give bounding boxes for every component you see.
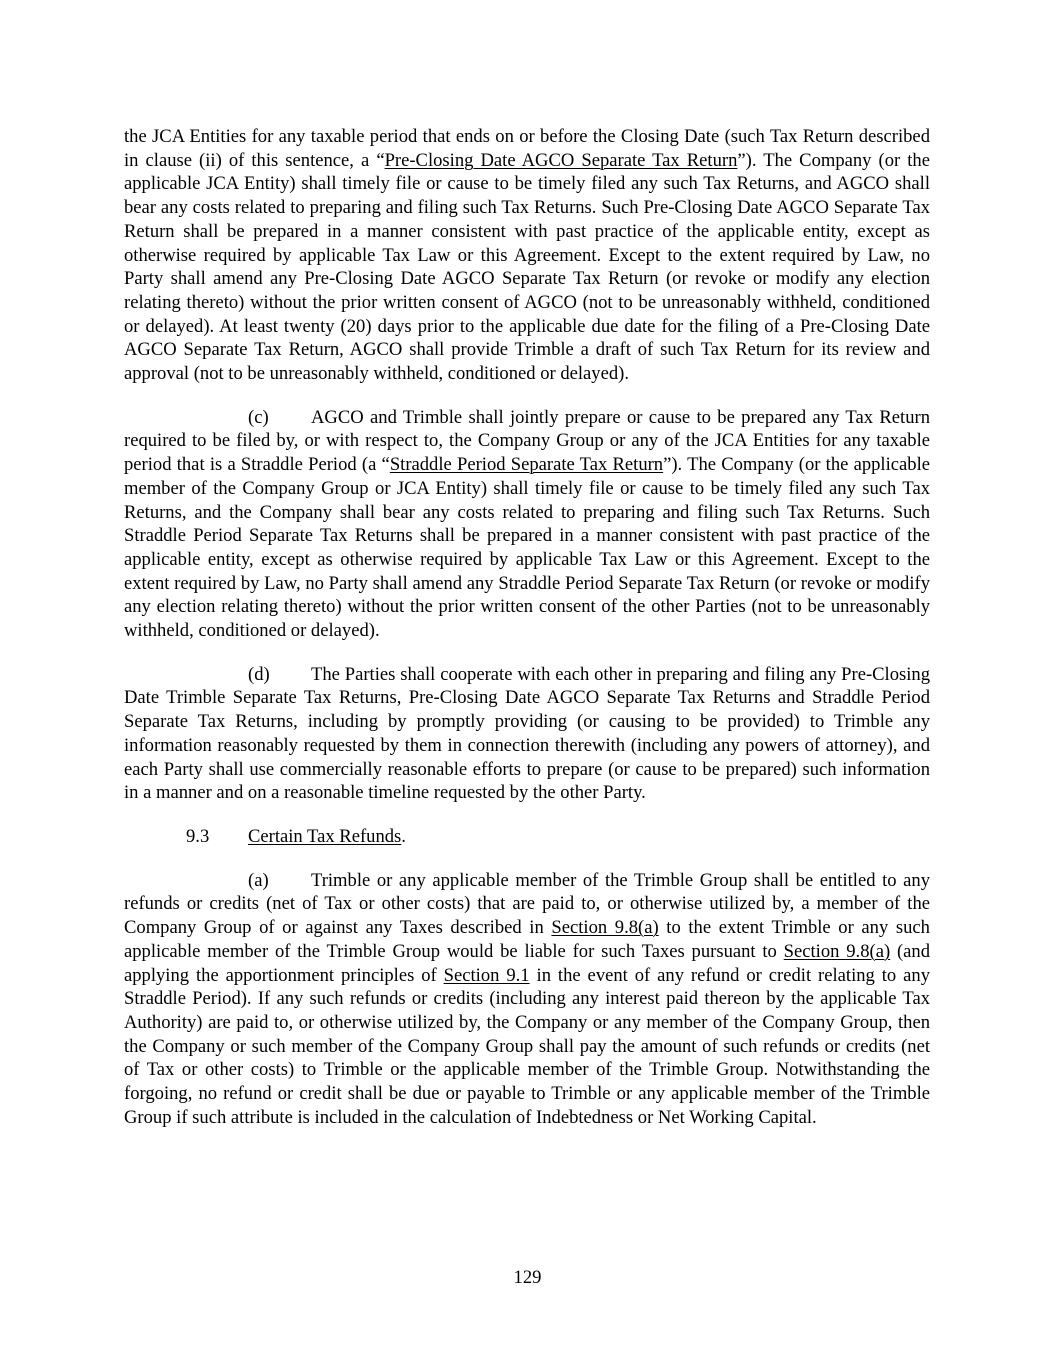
paragraph-text: the JCA Entities for any taxable period that ends on or before the Closing Date (such Tax Return described in clause (ii) of this sentence, a “	[124, 126, 930, 171]
section-reference-9-8-a: Section 9.8(a)	[783, 940, 891, 962]
clause-label-a: (a)	[248, 869, 269, 891]
section-title-period: .	[401, 825, 406, 847]
paragraph-text: ”). The Company (or the applicable JCA Entity) shall timely file or cause to be timely filed any such Tax Returns, and AGCO shall bear any costs related to preparing and filing such Tax Returns. Such Pre-Closing Date AGCO Separate Tax Return shall be prepared in a manner consistent with past practice of the applicable entity, except as otherwise required by applicable Tax Law or this Agreement. Except to the extent required by Law, no Party shall amend any Pre-Closing Date AGCO Separate Tax Return (or revoke or modify any election relating thereto) without the prior written consent of AGCO (not to be unreasonably withheld, conditioned or delayed). At least twenty (20) days prior to the applicable due date for the filing of a Pre-Closing Date AGCO Separate Tax Return, AGCO shall provide Trimble a draft of such Tax Return for its review and approval (not to be unreasonably withheld, conditioned or delayed).	[124, 149, 930, 385]
paragraph-text: ”). The Company (or the applicable member of the Company Group or JCA Entity) shall timely file or cause to be timely filed any such Tax Returns, and the Company shall bear any costs related to preparing and filing such Tax Returns. Such Straddle Period Separate Tax Returns shall be prepared in a manner consistent with past practice of the applicable entity, except as otherwise required by applicable Tax Law or this Agreement. Except to the extent required by Law, no Party shall amend any Straddle Period Separate Tax Return (or revoke or modify any election relating thereto) without the prior written consent of the other Parties (not to be unreasonably withheld, conditioned or delayed).	[124, 454, 930, 642]
page-number: 129	[513, 1267, 542, 1288]
paragraph-text: in the event of any refund or credit relating to any Straddle Period). If any such refunds or credits (including any interest paid thereon by the applicable Tax Authority) are paid to, or otherwise utilized by, the Company or any member of the Company Group, then the Company or such member of the Company Group shall pay the amount of such refunds or credits (net of Tax or other costs) to Trimble or the applicable member of the Trimble Group. Notwithstanding the forgoing, no refund or credit shall be due or payable to Trimble or any applicable member of the Trimble Group if such attribute is included in the calculation of Indebtedness or Net Working Capital.	[124, 964, 930, 1128]
paragraph-text: Trimble or any applicable member of the Trimble Group shall be entitled to any refunds or credits (net of Tax or other costs) that are paid to, or otherwise utilized by, a member of the Company Group of or against any Taxes described in	[124, 869, 930, 939]
paragraph-continuation	[124, 125, 930, 386]
section-title: Certain Tax Refunds	[248, 825, 402, 847]
paragraph-text: The Parties shall cooperate with each other in preparing and filing any Pre-Closing Date Trimble Separate Tax Returns, Pre-Closing Date AGCO Separate Tax Returns and Straddle Period Separate Tax Returns, including by promptly providing (or causing to be provided) to Trimble any information reasonably requested by them in connection therewith (including any powers of attorney), and each Party shall use commercially reasonable efforts to prepare (or cause to be prepared) such information in a manner and on a reasonable timeline requested by the other Party.	[124, 663, 930, 804]
defined-term-straddle-period-return: Straddle Period Separate Tax Return	[389, 454, 664, 476]
clause-label-c: (c)	[248, 406, 269, 428]
paragraph-text: (and applying the apportionment principles of	[124, 940, 930, 986]
section-heading-9-3	[124, 825, 930, 849]
section-number: 9.3	[186, 825, 210, 847]
document-page	[124, 125, 930, 1129]
section-reference-9-1: Section 9.1	[443, 964, 530, 986]
defined-term-pre-closing-agco-return: Pre-Closing Date AGCO Separate Tax Return	[384, 149, 738, 171]
paragraph-c	[124, 406, 930, 643]
paragraph-d	[124, 663, 930, 805]
paragraph-a	[124, 869, 930, 1130]
clause-label-d: (d)	[248, 663, 270, 685]
paragraph-text: to the extent Trimble or any such applicable member of the Trimble Group would be liable for such Taxes pursuant to	[124, 917, 930, 962]
paragraph-text: AGCO and Trimble shall jointly prepare or cause to be prepared any Tax Return required to be filed by, or with respect to, the Company Group or any of the JCA Entities for any taxable period that is a Straddle Period (a “	[124, 406, 930, 476]
section-reference-9-8-a: Section 9.8(a)	[551, 917, 659, 939]
